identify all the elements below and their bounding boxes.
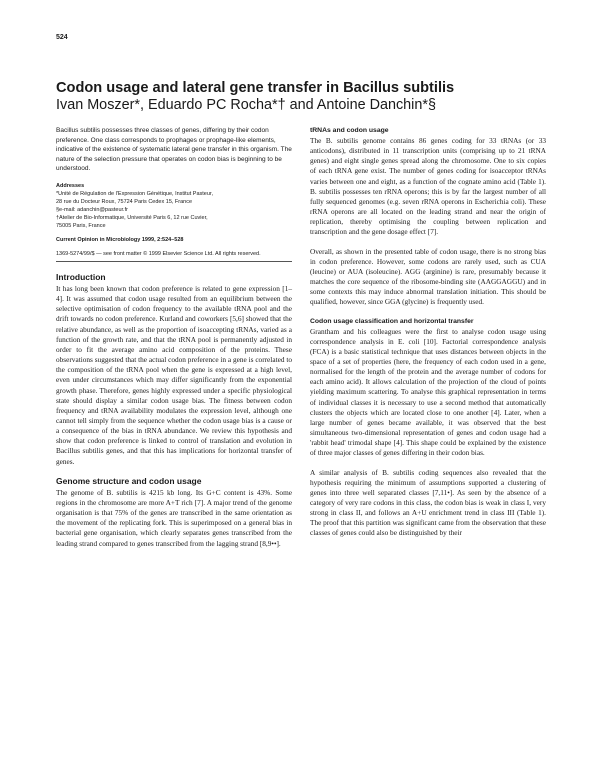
addresses-label: Addresses	[56, 182, 85, 189]
right-column	[310, 126, 546, 548]
divider	[56, 261, 292, 262]
addresses-block	[56, 182, 292, 230]
abstract: Bacillus subtilis possesses three classes of genes, differing by their codon preference. One class corresponds to prophages or prophage-like elements, indicative of the existence of systematic lateral gene transfer in this organism. The nature of the selection pressure that operates on codon bias is beginning to be understood.	[56, 127, 292, 173]
classification-paragraph-2: A similar analysis of B. subtilis coding sequences also revealed that the hypothesis requiring the minimum of assumptions supported a clustering of genes into three well separated classes [7,11•]. As seen by the absence of a category of very rare codons in this class, the codon bias is weak in class I, very strong in class II, and follows an A+U enrichment trend in class III (Table 1). The proof that this partition was significant came from the observation that these classes of genes could also be distinguished by their	[310, 467, 546, 538]
address-line: 75005 Paris, France	[56, 222, 106, 229]
address-line: 28 rue du Docteur Roux, 75724 Paris Cedex 15, France	[56, 198, 193, 205]
address-line: *Unité de Régulation de l'Expression Génétique, Institut Pasteur,	[56, 190, 213, 197]
email-line: §e-mail: adanchin@pasteur.fr	[56, 206, 128, 213]
introduction-paragraph: It has long been known that codon preference is related to gene expression [1–4]. It was assumed that codon usage resulted from an equilibrium between the selective optimisation of codon frequency to the available tRNA pool and the drift towards no codon preference. Kurland and coworkers [5,6] showed that the relative abundance, as well as the proportion of isoaccepting tRNAs, varied as a function of the growth rate, and that the tRNA pool is permanently adjusted in order to fit the average amino acid composition of the proteins. These observations suggested that the actual codon preference in a gene is correlated to the composition of the tRNA pool when the gene is expressed at a high level, even under circumstances which may differ significantly from the exponential growth phase. Therefore, genes highly expressed under a specific physiological state should display a similar codon usage bias. The fitness between codon frequency and tRNA availability modulates the expression level, although one cannot tell simply from the sequence whether the codon usage bias is a cause or a consequence of the bias in tRNA abundance. We review this hypothesis and show that codon preference is linked to control of translation and evolution in Bacillus subtilis genes, and that this has implications for horizontal transfer of genes.	[56, 283, 292, 466]
genome-structure-paragraph: The genome of B. subtilis is 4215 kb long. Its G+C content is 43%. Some regions in the chromosome are more A+T rich [7]. A major trend of the genome organisation is that 75% of the genes are transcribed in the same orientation as the movement of the replicating fork. This is superimposed on a general bias in bacterial gene organisation, which clearly separates genes transcribed from the leading strand compared to genes transcribed from the lagging strand [8,9••].	[56, 487, 292, 548]
address-line: †Atelier de Bio-Informatique, Université Paris 6, 12 rue Cuvier,	[56, 214, 208, 221]
trnas-paragraph-2: Overall, as shown in the presented table of codon usage, there is no strong bias in codon preference. However, some codons are rarely used, such as CUA (leucine) or AUA (isoleucine). AGG (arginine) is rare, presumably because it matches the core sequence of the ribosome-binding site (AAGGAGGU) and in some contexts this may induce abnormal translation initiation. This should be qualified, however, since GGA (glycine) is frequently used.	[310, 246, 546, 307]
title-block	[56, 80, 556, 114]
journal-citation: Current Opinion in Microbiology 1999, 2:524–528	[56, 236, 184, 243]
left-column	[56, 126, 292, 558]
trnas-paragraph-1: The B. subtilis genome contains 86 genes coding for 33 tRNAs (or 33 anticodons), distributed in 11 transcription units (comprising up to 21 tRNA genes) and eight single genes spread along the chromosome. One to six copies of each tRNA gene exist. The number of genes coding for isoacceptor tRNAs varies between one and eight, as a function of the cognate amino acid (Table 1). B. subtilis possesses ten rRNA operons; this is by far the largest number of all fully sequenced genomes (e.g. seven rRNA operons in Escherichia coli). These rRNA operons are all located on the leading strand and near the origin of replication, thereby optimising the coupling between replication and transcription and the gene dosage effect [7].	[310, 136, 546, 237]
section-heading-classification: Codon usage classification and horizontal transfer	[310, 317, 474, 325]
section-heading-genome-structure: Genome structure and codon usage	[56, 475, 202, 486]
page-number: 524	[56, 34, 68, 41]
classification-paragraph-1: Grantham and his colleagues were the first to analyse codon usage using correspondence analysis in E. coli [10]. Factorial correspondence analysis (FCA) is a basic statistical technique that uses distances between objects in the space of a set of properties (here, the frequency of each codon used in a gene, normalised for the length of the protein and the average number of codons for each amino acid). It allows calculation of the projection of the cloud of points yielding maximum scattering. To analyse this graphical representation in terms of individual classes it is necessary to use a second method that automatically clusters the objects which are located close to one another [4]. Later, when a large number of genes became available, it was observed that the best simultaneous two-dimensional representation of genes and codon usage had a 'rabbit head' trimodal shape [4]. This shape could be explained by the existence of three major classes of genes differing in their codon bias.	[310, 326, 546, 458]
section-heading-trnas: tRNAs and codon usage	[310, 127, 389, 134]
section-heading-introduction: Introduction	[56, 271, 106, 282]
article-authors: Ivan Moszer*, Eduardo PC Rocha*† and Antoine Danchin*§	[56, 97, 436, 113]
copyright-notice: 1369-5274/99/$ — see front matter © 1999 Elsevier Science Ltd. All rights reserved.	[56, 250, 261, 257]
article-title: Codon usage and lateral gene transfer in Bacillus subtilis	[56, 80, 455, 96]
